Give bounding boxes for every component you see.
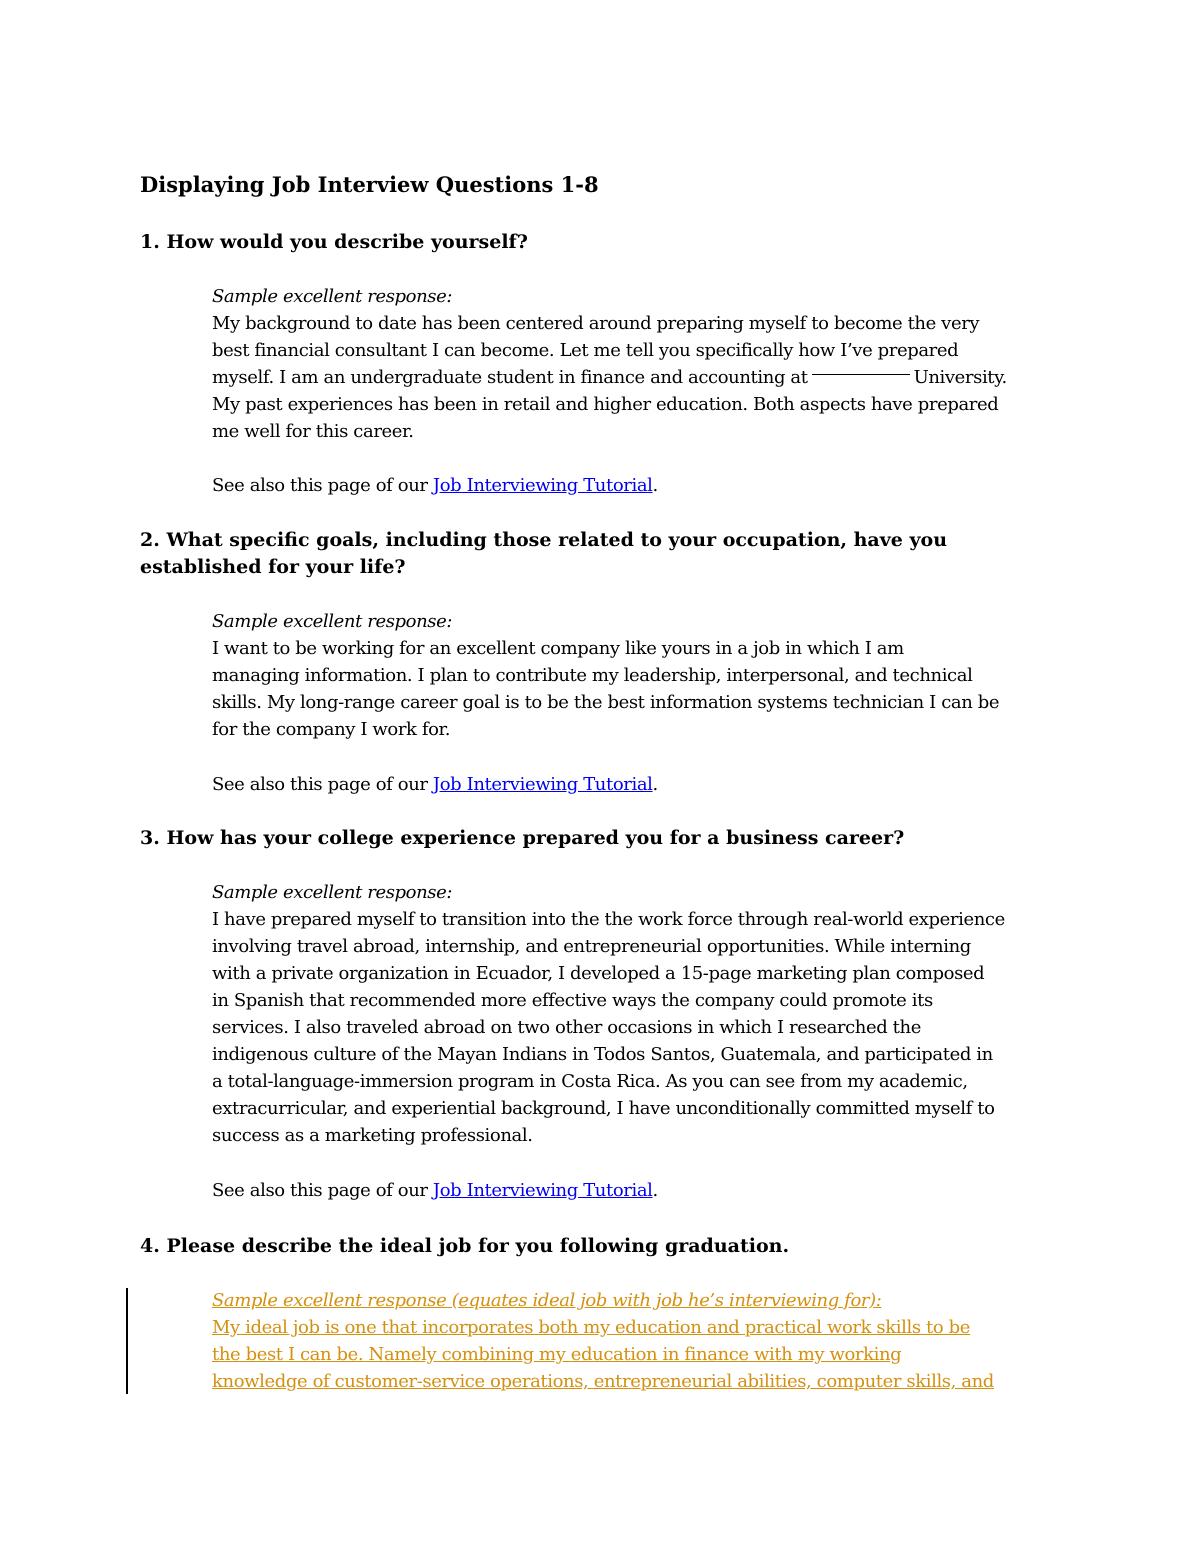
job-interviewing-tutorial-link[interactable]: Job Interviewing Tutorial: [432, 475, 653, 496]
response-label: Sample excellent response:: [212, 882, 453, 903]
see-also-3: [212, 1177, 658, 1204]
response-line: the best I can be. Namely combining my education in finance with my working: [212, 1344, 902, 1365]
response-label: Sample excellent response (equates ideal job with job he’s interviewing for):: [212, 1290, 882, 1311]
question-3-response: [212, 879, 1072, 1149]
question-4-heading: 4. Please describe the ideal job for you following graduation.: [140, 1235, 790, 1257]
see-also-text: See also this page of our: [212, 774, 433, 795]
response-line: My past experiences has been in retail and higher education. Both aspects have prepared: [212, 394, 999, 415]
response-text: University.: [913, 367, 1007, 388]
document-title: Displaying Job Interview Questions 1-8: [140, 172, 599, 197]
response-line: skills. My long-range career goal is to be the best information systems technician I can be: [212, 692, 1000, 713]
response-line: services. I also traveled abroad on two other occasions in which I researched the: [212, 1017, 921, 1038]
see-also-suffix: .: [652, 774, 658, 795]
response-line: for the company I work for.: [212, 719, 451, 740]
job-interviewing-tutorial-link[interactable]: Job Interviewing Tutorial: [432, 774, 653, 795]
question-2-heading: 2. What specific goals, including those related to your occupation, have you established for your life?: [140, 529, 948, 578]
question-3-heading: 3. How has your college experience prepared you for a business career?: [140, 827, 905, 849]
see-also-suffix: .: [652, 475, 658, 496]
response-line: a total-language-immersion program in Costa Rica. As you can see from my academic,: [212, 1071, 968, 1092]
response-line: My ideal job is one that incorporates both my education and practical work skills to be: [212, 1317, 970, 1338]
question-1-response: [212, 283, 1072, 445]
question-4-response-tracked-change: [212, 1287, 1072, 1395]
response-line: in Spanish that recommended more effective ways the company could promote its: [212, 990, 933, 1011]
question-1-heading: 1. How would you describe yourself?: [140, 231, 528, 253]
response-line: involving travel abroad, internship, and entrepreneurial opportunities. While interning: [212, 936, 971, 957]
response-line: with a private organization in Ecuador, I developed a 15-page marketing plan composed: [212, 963, 985, 984]
response-line-with-blank: [212, 364, 1072, 391]
response-line: indigenous culture of the Mayan Indians in Todos Santos, Guatemala, and participated in: [212, 1044, 993, 1065]
response-text: myself. I am an undergraduate student in finance and accounting at: [212, 367, 808, 388]
blank-underline: [812, 374, 910, 375]
see-also-suffix: .: [652, 1180, 658, 1201]
question-2-response: [212, 608, 1072, 743]
response-line: success as a marketing professional.: [212, 1125, 533, 1146]
response-line: me well for this career.: [212, 421, 414, 442]
response-line: best financial consultant I can become. Let me tell you specifically how I’ve prepared: [212, 340, 959, 361]
response-line: I have prepared myself to transition into the the work force through real-world experience: [212, 909, 1005, 930]
see-also-text: See also this page of our: [212, 475, 433, 496]
response-line: knowledge of customer-service operations, entrepreneurial abilities, computer skills, and: [212, 1371, 994, 1392]
response-label: Sample excellent response:: [212, 611, 453, 632]
response-line: My background to date has been centered around preparing myself to become the very: [212, 313, 980, 334]
see-also-2: [212, 771, 658, 798]
response-line: managing information. I plan to contribute my leadership, interpersonal, and technical: [212, 665, 973, 686]
see-also-text: See also this page of our: [212, 1180, 433, 1201]
response-label: Sample excellent response:: [212, 286, 453, 307]
response-line: I want to be working for an excellent company like yours in a job in which I am: [212, 638, 904, 659]
revision-change-bar: [126, 1288, 128, 1394]
job-interviewing-tutorial-link[interactable]: Job Interviewing Tutorial: [432, 1180, 653, 1201]
response-line: extracurricular, and experiential background, I have unconditionally committed myself to: [212, 1098, 995, 1119]
see-also-1: [212, 472, 658, 499]
